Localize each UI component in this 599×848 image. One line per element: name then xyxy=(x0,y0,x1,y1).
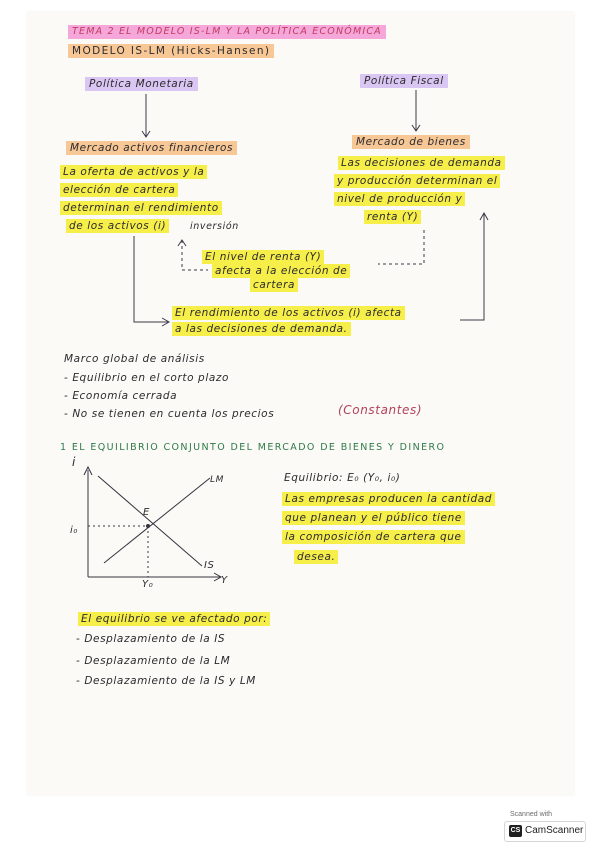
scanned-with-label: Scanned with xyxy=(510,811,553,818)
shift-item-1: - Desplazamiento de la IS xyxy=(76,633,226,645)
camscanner-badge xyxy=(504,811,584,841)
constants-note: (Constantes) xyxy=(338,403,423,417)
is-curve xyxy=(98,476,202,566)
camscanner-name: CamScanner xyxy=(525,825,584,836)
goods-text-line-2: y producción determinan el xyxy=(334,174,500,188)
equilibrium-text-line-1: Las empresas producen la cantidad xyxy=(282,492,495,506)
lm-curve xyxy=(104,478,210,563)
lm-curve-label: LM xyxy=(210,475,224,485)
return-path xyxy=(134,236,168,322)
goods-text-line-3: nivel de producción y xyxy=(334,192,465,206)
financial-text-line-4: de los activos (i) xyxy=(66,219,169,233)
income-path xyxy=(378,230,424,264)
model-heading: MODELO IS-LM (Hicks-Hansen) xyxy=(68,44,274,58)
camscanner-box xyxy=(504,821,586,842)
goods-text-line-1: Las decisiones de demanda xyxy=(338,156,505,170)
y0-label: Y₀ xyxy=(142,579,154,590)
equilibrium-text-line-2: que planean y el público tiene xyxy=(282,511,465,525)
return-effect-line-1: El rendimiento de los activos (i) afecta xyxy=(172,306,405,320)
section-1-heading: 1 EL EQUILIBRIO CONJUNTO DEL MERCADO DE BIENES Y DINERO xyxy=(60,442,446,453)
financial-market-label: Mercado activos financieros xyxy=(66,141,237,155)
framework-item-1: - Equilibrio en el corto plazo xyxy=(64,372,230,384)
is-curve-label: IS xyxy=(204,560,215,571)
income-return-path xyxy=(182,240,208,270)
framework-item-2: - Economía cerrada xyxy=(64,390,178,402)
shifts-heading: El equilibrio se ve afectado por: xyxy=(78,612,270,626)
i0-label: i₀ xyxy=(70,525,78,536)
financial-text-line-1: La oferta de activos y la xyxy=(60,165,207,179)
demand-path xyxy=(460,214,484,320)
monetary-policy-label: Política Monetaria xyxy=(85,77,198,91)
income-effect-line-1: El nivel de renta (Y) xyxy=(202,250,324,264)
return-effect-line-2: a las decisiones de demanda. xyxy=(172,322,351,336)
graph-i-axis-label: i xyxy=(72,455,76,469)
shift-item-3: - Desplazamiento de la IS y LM xyxy=(76,675,256,687)
framework-heading: Marco global de análisis xyxy=(64,353,205,365)
financial-text-line-3: determinan el rendimiento xyxy=(60,201,222,215)
camscanner-icon: CS xyxy=(509,825,522,837)
equilibrium-label: Equilibrio: E₀ (Y₀, i₀) xyxy=(284,472,401,484)
graph-y-axis-label: Y xyxy=(221,575,228,586)
equilibrium-point-label: E xyxy=(143,507,150,518)
page-title: TEMA 2 EL MODELO IS-LM Y LA POLÍTICA ECONÓMICA xyxy=(68,25,386,39)
investment-label: inversión xyxy=(190,221,239,232)
equilibrium-text-line-4: desea. xyxy=(294,550,338,564)
goods-text-line-4: renta (Y) xyxy=(364,210,421,224)
income-effect-line-2: afecta a la elección de xyxy=(212,264,350,278)
equilibrium-point xyxy=(146,524,150,528)
income-effect-line-3: cartera xyxy=(250,278,298,292)
framework-item-3: - No se tienen en cuenta los precios xyxy=(64,408,275,420)
financial-text-line-2: elección de cartera xyxy=(60,183,178,197)
equilibrium-text-line-3: la composición de cartera que xyxy=(282,530,465,544)
goods-market-label: Mercado de bienes xyxy=(352,135,470,149)
shift-item-2: - Desplazamiento de la LM xyxy=(76,655,231,667)
fiscal-policy-label: Política Fiscal xyxy=(360,74,448,88)
